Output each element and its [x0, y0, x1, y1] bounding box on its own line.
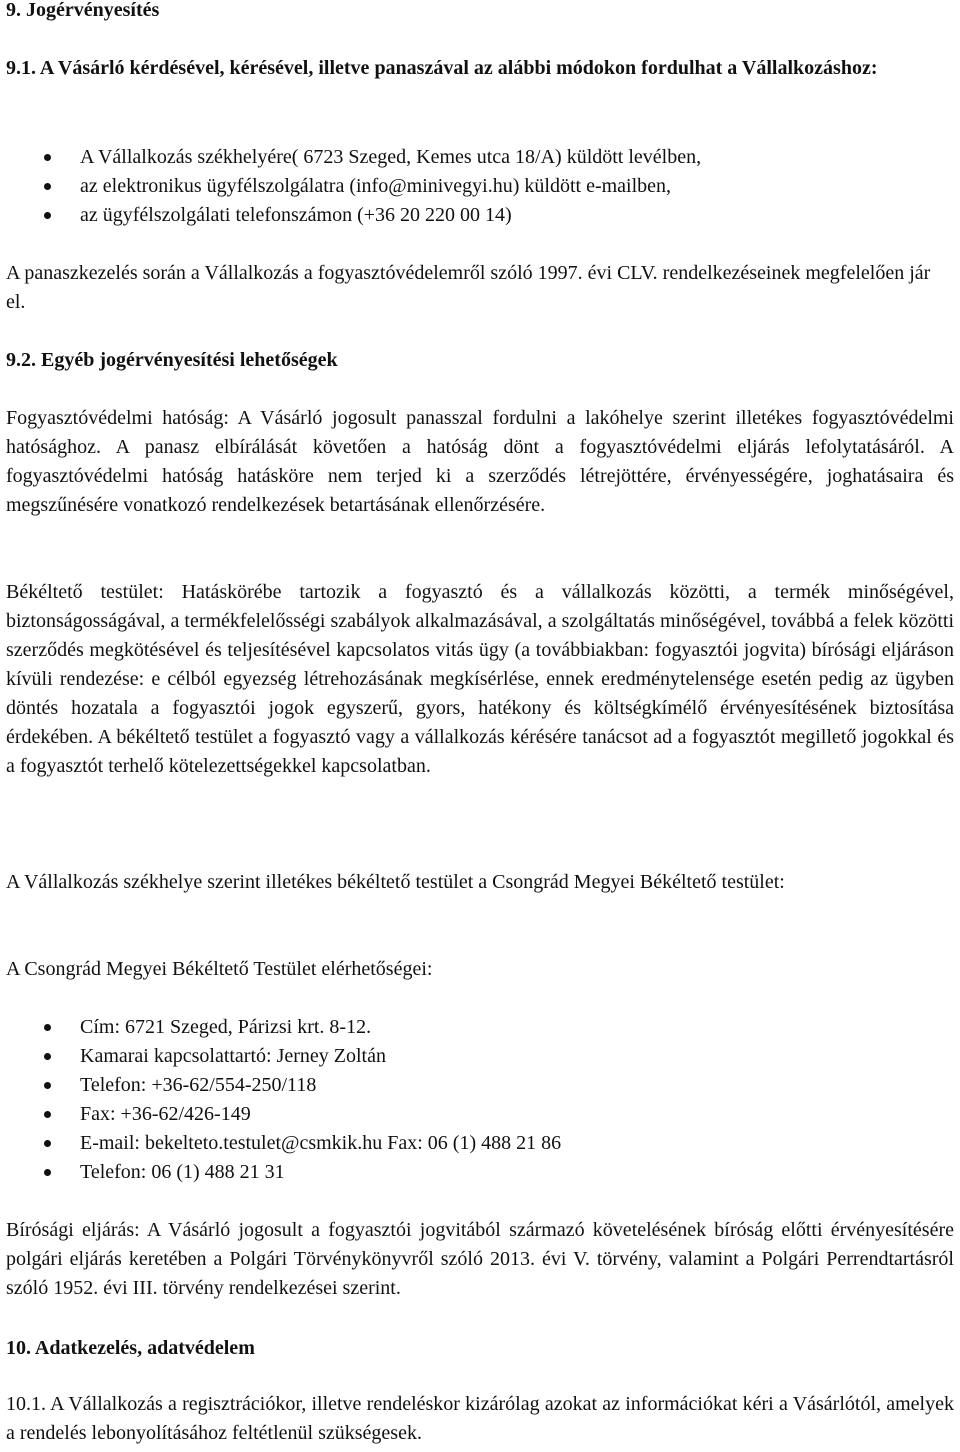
- list-item: Kamarai kapcsolattartó: Jerney Zoltán: [6, 1042, 946, 1071]
- competent-board-paragraph: A Vállalkozás székhelye szerint illetékes békéltető testület a Csongrád Megyei Békéltető testület:: [6, 871, 785, 893]
- list-item: Telefon: +36-62/554-250/118: [6, 1071, 946, 1100]
- court-procedure-paragraph: Bírósági eljárás: A Vásárló jogosult a fogyasztói jogvitából származó követelésének bíróság előtti érvényesítésére polgári eljárás keretében a Polgári Törvénykönyvről szóló 2013. évi V. törvény, valamint a Polgári Perrendtartásról szóló 1952. évi III. törvény rendelkezései szerint.: [6, 1219, 954, 1299]
- conciliation-board-paragraph: Békéltető testület: Hatáskörébe tartozik a fogyasztó és a vállalkozás közötti, a termék minőségével, biztonságosságával, a termékfelelősségi szabályok alkalmazásával, a szolgáltatás minőségével, továbbá a felek közötti szerződés megkötésével és teljesítésével kapcsolatos vitás ügy (a továbbiakban: fogyasztói jogvita) bírósági eljáráson kívüli rendezése: e célból egyezség létrehozásának megkísérlése, ennek eredménytelensége esetén pedig az ügyben döntés hozatala a fogyasztói jogok egyszerű, gyors, hatékony és költségkímélő érvényesítésének biztosítása érdekében. A békéltető testület a fogyasztó vagy a vállalkozás kérésére tanácsot ad a fogyasztót megillető jogokkal és a fogyasztót terhelő kötelezettségekkel kapcsolatban.: [6, 581, 954, 777]
- board-contacts-list: [6, 1013, 946, 1187]
- list-item: az ügyfélszolgálati telefonszámon (+36 20 220 00 14): [6, 201, 946, 230]
- section-9-heading: 9. Jogérvényesítés: [6, 0, 160, 21]
- section-9-1-heading: 9.1. A Vásárló kérdésével, kérésével, illetve panaszával az alábbi módokon fordulhat a Vállalkozáshoz:: [6, 57, 878, 79]
- section-10-heading: 10. Adatkezelés, adatvédelem: [6, 1337, 255, 1359]
- complaint-handling-paragraph: A panaszkezelés során a Vállalkozás a fogyasztóvédelemről szóló 1997. évi CLV. rendelkezéseinek megfelelően jár el.: [6, 262, 931, 313]
- list-item: A Vállalkozás székhelyére( 6723 Szeged, Kemes utca 18/A) küldött levélben,: [6, 143, 946, 172]
- section-9-2-heading: 9.2. Egyéb jogérvényesítési lehetőségek: [6, 349, 338, 371]
- board-contacts-heading: A Csongrád Megyei Békéltető Testület elérhetőségei:: [6, 958, 433, 980]
- list-item: Fax: +36-62/426-149: [6, 1100, 946, 1129]
- consumer-authority-paragraph: Fogyasztóvédelmi hatóság: A Vásárló jogosult panasszal fordulni a lakóhelye szerint illetékes fogyasztóvédelmi hatósághoz. A panasz elbírálását követően a hatóság dönt a fogyasztóvédelmi eljárás lefolytatásáról. A fogyasztóvédelmi hatóság hatásköre nem terjed ki a szerződés létrejöttére, érvényességére, joghatásaira és megszűnésére vonatkozó rendelkezések betartásának ellenőrzésére.: [6, 407, 954, 516]
- section-10-1-paragraph: 10.1. A Vállalkozás a regisztrációkor, illetve rendeléskor kizárólag azokat az információkat kéri a Vásárlótól, amelyek a rendelés lebonyolításához feltétlenül szükségesek.: [6, 1393, 954, 1444]
- list-item: Telefon: 06 (1) 488 21 31: [6, 1158, 946, 1187]
- list-item: E-mail: bekelteto.testulet@csmkik.hu Fax: 06 (1) 488 21 86: [6, 1129, 946, 1158]
- list-item: Cím: 6721 Szeged, Párizsi krt. 8-12.: [6, 1013, 946, 1042]
- list-item: az elektronikus ügyfélszolgálatra (info@minivegyi.hu) küldött e-mailben,: [6, 172, 946, 201]
- contact-ways-list: [6, 143, 946, 230]
